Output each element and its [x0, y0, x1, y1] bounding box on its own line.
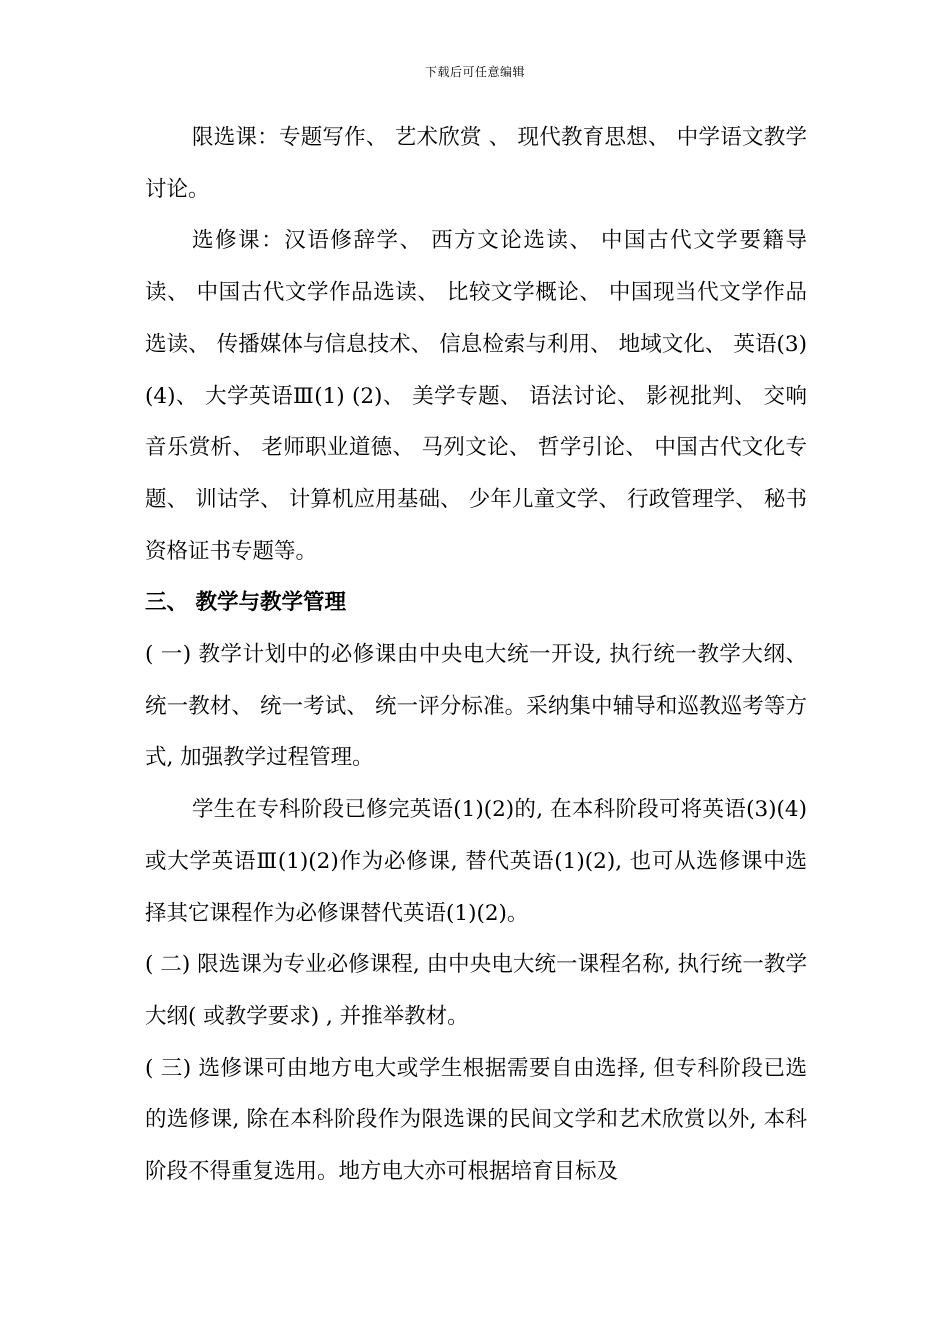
paragraph-item-1: ( 一) 教学计划中的必修课由中央电大统一开设, 执行统一教学大纲、 统一教材、 统一考试、 统一评分标准。采纳集中辅导和巡教巡考等方式, 加强教学过程管理。 [145, 642, 807, 771]
page-header: 下载后可任意编辑 [424, 65, 525, 79]
paragraph-english-note: 学生在专科阶段已修完英语(1)(2)的, 在本科阶段可将英语(3)(4)或大学英语Ⅲ(1)(2)作为必修课, 替代英语(1)(2), 也可从选修课中选择其它课程作为必修课替代英语(1)(2)。 [145, 797, 807, 926]
section-heading: 三、 教学与教学管理 [145, 590, 346, 616]
paragraph-item-2: ( 二) 限选课为专业必修课程, 由中央电大统一课程名称, 执行统一教学大纲( 或教学要求) , 并推举教材。 [145, 952, 807, 1029]
document-body [145, 112, 807, 1198]
paragraph-electives: 选修课：汉语修辞学、 西方文论选读、 中国古代文学要籍导读、 中国古代文学作品选读、 比较文学概论、 中国现当代文学作品选读、 传播媒体与信息技术、 信息检索与利用、 地域文化、 英语(3) (4)、 大学英语Ⅲ(1) (2)、 美学专题、 语法讨论、 影视批判、 交响音乐赏析、 老师职业道德、 马列文论、 哲学引论、 中国古代文化专题、 训诂学、 计算机应用基础、 少年儿童文学、 行政管理学、 秘书资格证书专题等。 [145, 228, 807, 564]
paragraph-restricted-electives: 限选课：专题写作、 艺术欣赏 、 现代教育思想、 中学语文教学讨论。 [145, 125, 807, 202]
paragraph-item-3: ( 三) 选修课可由地方电大或学生根据需要自由选择, 但专科阶段已选的选修课, 除在本科阶段作为限选课的民间文学和艺术欣赏以外, 本科阶段不得重复选用。地方电大亦可根据培育目标及 [145, 1055, 807, 1185]
